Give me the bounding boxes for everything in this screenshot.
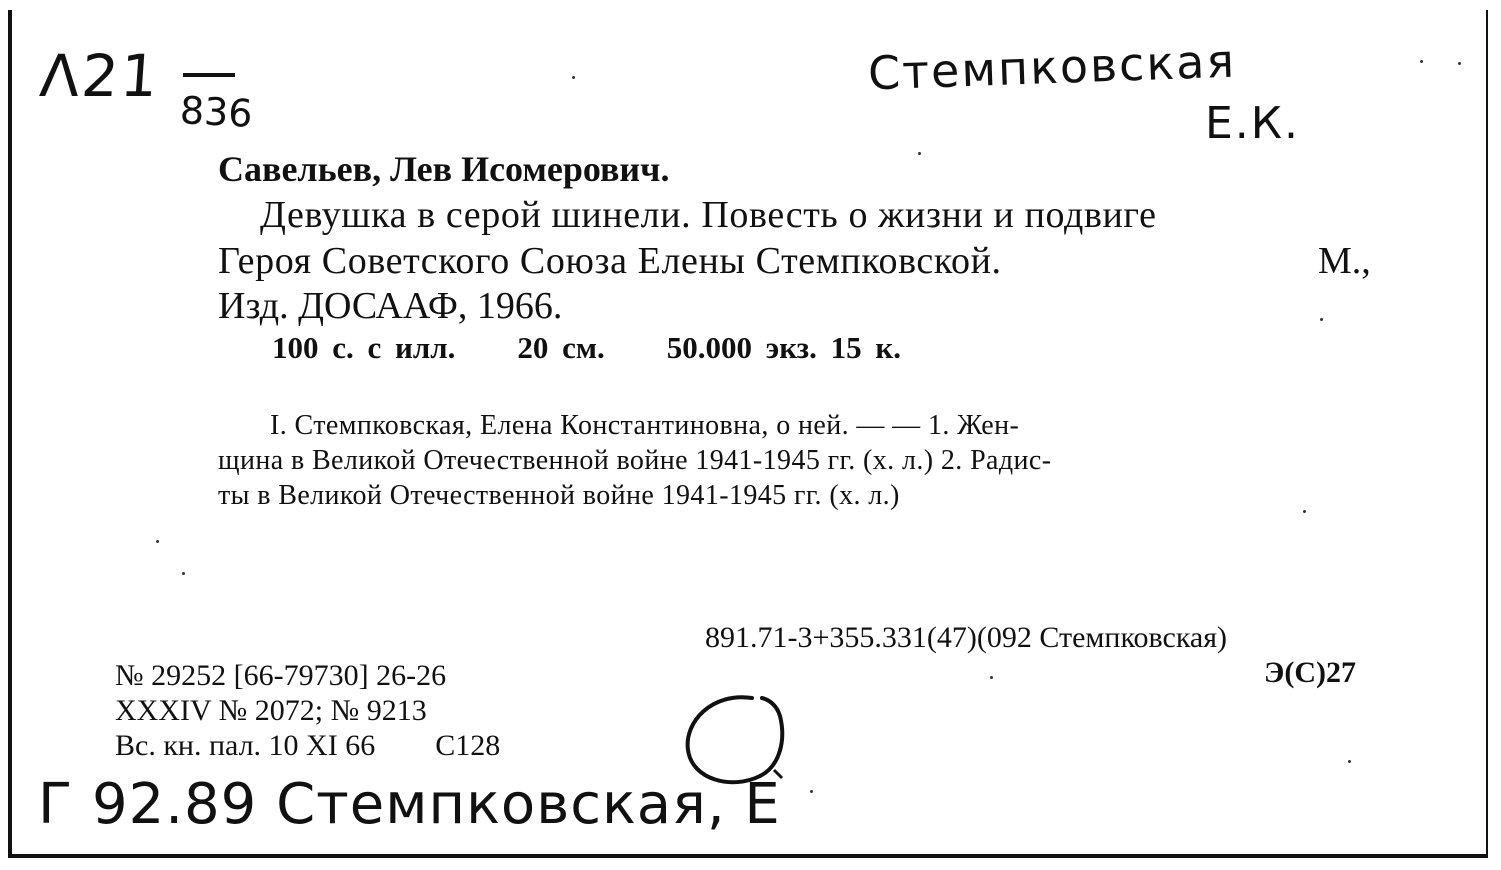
registry-line-2: XXXIV № 2072; № 9213 bbox=[115, 694, 427, 727]
collation-size: 20 см. bbox=[517, 330, 605, 365]
fraction-bar bbox=[183, 73, 235, 77]
handwritten-bottom-note: Г 92.89 Стемпковская, Е bbox=[38, 772, 781, 837]
title-line-2: Героя Советского Союза Елены Стемпковской. bbox=[218, 240, 1002, 282]
scan-speck bbox=[918, 152, 921, 155]
scan-speck bbox=[990, 676, 993, 679]
handwritten-initials: Е.К. bbox=[1205, 98, 1301, 149]
place-of-publication: М., bbox=[1318, 240, 1371, 282]
title-line-1: Девушка в серой шинели. Повесть о жизни и подвиге bbox=[260, 194, 1157, 236]
imprint-line: Изд. ДОСААФ, 1966. bbox=[218, 285, 563, 327]
shelf-fraction: 836 bbox=[178, 88, 254, 136]
scan-speck bbox=[1348, 760, 1351, 763]
handwritten-name: Стемпковская bbox=[867, 33, 1237, 101]
classification-code: Э(С)27 bbox=[1264, 656, 1356, 689]
collation-pages: 100 с. с илл. bbox=[272, 330, 456, 365]
registry-line-3 bbox=[115, 729, 500, 763]
scan-speck bbox=[182, 572, 185, 575]
scan-speck bbox=[156, 540, 159, 543]
registry-line-1: № 29252 [66-79730] 26-26 bbox=[115, 659, 447, 692]
subject-line-3: ты в Великой Отечественной войне 1941-1945 гг. (х. л.) bbox=[218, 480, 900, 511]
author-heading: Савельев, Лев Исомерович. bbox=[218, 149, 670, 189]
collation-line bbox=[272, 330, 901, 366]
subject-line-1: I. Стемпковская, Елена Константиновна, о ней. — — 1. Жен- bbox=[270, 410, 1020, 441]
scan-speck bbox=[1420, 60, 1423, 63]
shelf-mark: Λ21 bbox=[37, 42, 162, 110]
scan-speck bbox=[810, 790, 813, 793]
registry-chamber: Вс. кн. пал. 10 XI 66 bbox=[115, 729, 376, 762]
subject-line-2: щина в Великой Отечественной войне 1941-1945 гг. (х. л.) 2. Радис- bbox=[218, 445, 1052, 476]
scan-speck bbox=[1458, 62, 1461, 65]
registry-code: С128 bbox=[435, 729, 501, 762]
scan-speck bbox=[572, 76, 575, 79]
classification-index: 891.71-3+355.331(47)(092 Стемпковская) bbox=[705, 621, 1228, 654]
collation-copies-price: 50.000 экз. 15 к. bbox=[666, 330, 901, 365]
scan-speck bbox=[1320, 318, 1323, 321]
scan-speck bbox=[1303, 510, 1306, 513]
